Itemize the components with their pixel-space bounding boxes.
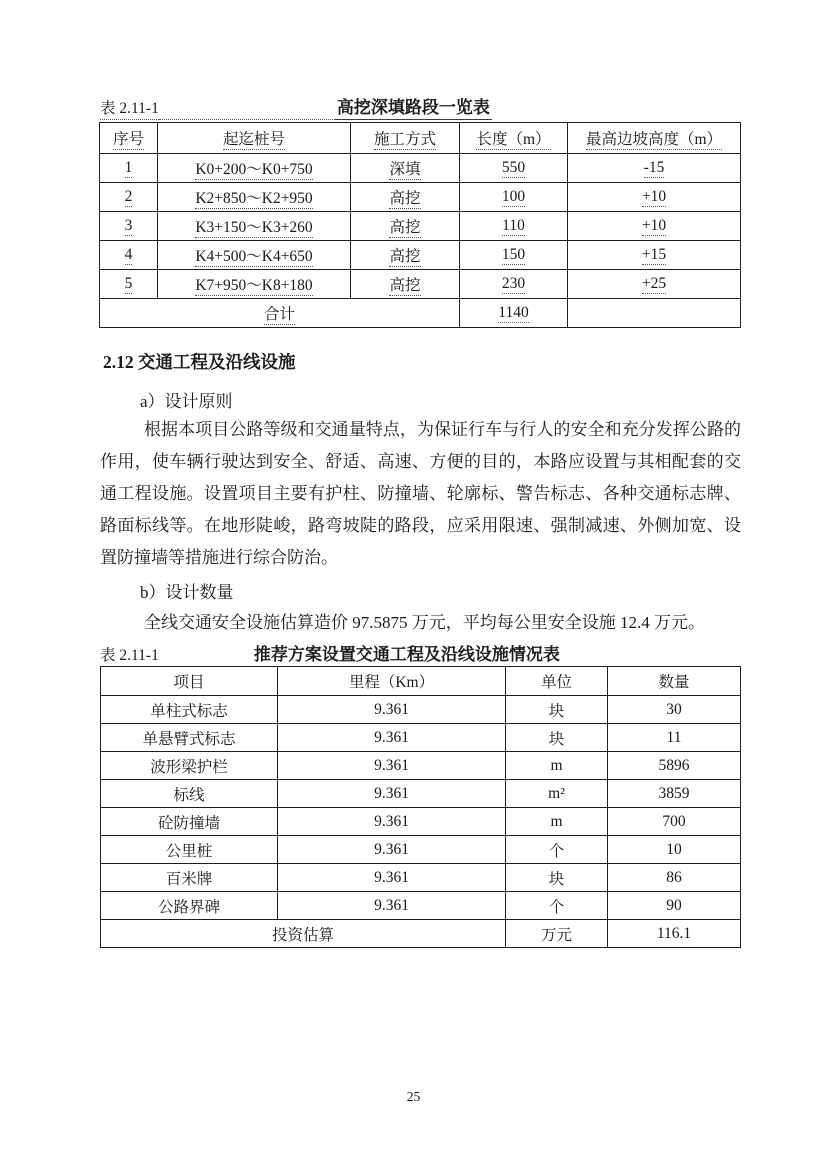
- table1-caption-label: 表 2.11-1: [100, 96, 159, 120]
- traffic-facilities-table: [100, 666, 741, 948]
- total-row: [100, 299, 741, 328]
- table-row: [101, 724, 741, 752]
- table-cell: 9.361: [278, 752, 506, 780]
- table-cell: 块: [506, 696, 608, 724]
- table-cell: 9.361: [278, 724, 506, 752]
- table-row: [100, 212, 741, 241]
- table-row: [101, 892, 741, 920]
- table-cell: 11: [608, 724, 741, 752]
- table-cell: 单柱式标志: [101, 696, 278, 724]
- table-cell: K3+150～K3+260: [158, 212, 351, 241]
- table-row: [101, 836, 741, 864]
- table-cell: 砼防撞墙: [101, 808, 278, 836]
- table-cell: 9.361: [278, 864, 506, 892]
- investment-unit-cell: 万元: [506, 920, 608, 948]
- design-principles-paragraph: 根据本项目公路等级和交通量特点，为保证行车与行人的安全和充分发挥公路的作用，使车辆行驶达到安全、舒适、高速、方便的目的，本路应设置与其相配套的交通工程设施。设置项目主要有护柱、防撞墙、轮廓标、警告标志、各种交通标志牌、路面标线等。在地形陡峻，路弯坡陡的路段，应采用限速、强制减速、外侧加宽、设置防撞墙等措施进行综合防治。: [100, 420, 741, 567]
- table1-caption-title: 高挖深填路段一览表: [335, 93, 492, 120]
- table-cell: m: [506, 752, 608, 780]
- table-cell: 百米牌: [101, 864, 278, 892]
- table-row: [100, 241, 741, 270]
- total-label-cell: 合计: [100, 299, 460, 328]
- table-row: [100, 183, 741, 212]
- investment-value-cell: 116.1: [608, 920, 741, 948]
- col-header-method: 施工方式: [351, 123, 460, 154]
- table-cell: K7+950～K8+180: [158, 270, 351, 299]
- table-cell: 个: [506, 892, 608, 920]
- table-row: [101, 780, 741, 808]
- table-cell: 公里桩: [101, 836, 278, 864]
- cut-fill-sections-table: [99, 122, 741, 328]
- table-cell: 10: [608, 836, 741, 864]
- table-row: [100, 270, 741, 299]
- table-cell: 9.361: [278, 836, 506, 864]
- table-cell: 9.361: [278, 780, 506, 808]
- table2-caption: [100, 642, 740, 666]
- table1-caption: [100, 96, 740, 120]
- col-header-slope-height: 最高边坡高度（m）: [568, 123, 741, 154]
- table-cell: 150: [460, 241, 568, 270]
- table-cell: 90: [608, 892, 741, 920]
- table-cell: +25: [568, 270, 741, 299]
- table-cell: 86: [608, 864, 741, 892]
- table-cell: 9.361: [278, 696, 506, 724]
- table-cell: 5: [100, 270, 158, 299]
- table-cell: 2: [100, 183, 158, 212]
- table-row: [100, 154, 741, 183]
- page-number: 25: [406, 1089, 421, 1104]
- col-header-length: 长度（m）: [460, 123, 568, 154]
- table-cell: 块: [506, 724, 608, 752]
- table-cell: 个: [506, 836, 608, 864]
- table-cell: 9.361: [278, 808, 506, 836]
- total-value-cell: 1140: [460, 299, 568, 328]
- table-cell: K4+500～K4+650: [158, 241, 351, 270]
- table-row: [101, 864, 741, 892]
- table-cell: 标线: [101, 780, 278, 808]
- table-cell: 30: [608, 696, 741, 724]
- table-row: [101, 752, 741, 780]
- table-cell: 高挖: [351, 212, 460, 241]
- table-row: [101, 808, 741, 836]
- col-header-seq: 序号: [100, 123, 158, 154]
- caption-dotted-leader: [159, 119, 335, 120]
- col-header-item: 项目: [101, 667, 278, 696]
- table-cell: 5896: [608, 752, 741, 780]
- empty-cell: [568, 299, 741, 328]
- table-cell: 100: [460, 183, 568, 212]
- table-cell: 单悬臂式标志: [101, 724, 278, 752]
- table2-caption-title: 推荐方案设置交通工程及沿线设施情况表: [253, 645, 560, 664]
- col-header-unit: 单位: [506, 667, 608, 696]
- subitem-b-label: b）设计数量: [140, 583, 234, 602]
- table-cell: m²: [506, 780, 608, 808]
- table-cell: 公路界碑: [101, 892, 278, 920]
- table-cell: 9.361: [278, 892, 506, 920]
- table-cell: 波形梁护栏: [101, 752, 278, 780]
- table-header-row: [101, 667, 741, 696]
- table-cell: K2+850～K2+950: [158, 183, 351, 212]
- table-cell: 深填: [351, 154, 460, 183]
- table-cell: 3: [100, 212, 158, 241]
- table2-caption-label: 表 2.11-1: [100, 647, 159, 664]
- table-cell: 高挖: [351, 270, 460, 299]
- table-cell: +15: [568, 241, 741, 270]
- table-cell: m: [506, 808, 608, 836]
- table-cell: 高挖: [351, 241, 460, 270]
- table-cell: 1: [100, 154, 158, 183]
- table-cell: 110: [460, 212, 568, 241]
- table-cell: +10: [568, 212, 741, 241]
- section-heading: 2.12 交通工程及沿线设施: [103, 352, 296, 372]
- col-header-quantity: 数量: [608, 667, 741, 696]
- table-cell: 230: [460, 270, 568, 299]
- investment-label-cell: 投资估算: [101, 920, 506, 948]
- col-header-mileage: 里程（Km）: [278, 667, 506, 696]
- table-cell: 700: [608, 808, 741, 836]
- design-quantity-paragraph: 全线交通安全设施估算造价 97.5875 万元，平均每公里安全设施 12.4 万元。: [144, 613, 705, 632]
- subitem-a-label: a）设计原则: [140, 392, 233, 411]
- table-cell: -15: [568, 154, 741, 183]
- table-cell: 550: [460, 154, 568, 183]
- table-row: [101, 696, 741, 724]
- table-cell: 块: [506, 864, 608, 892]
- col-header-stakes: 起迄桩号: [158, 123, 351, 154]
- table-cell: K0+200～K0+750: [158, 154, 351, 183]
- table-cell: 高挖: [351, 183, 460, 212]
- table-cell: +10: [568, 183, 741, 212]
- table-cell: 4: [100, 241, 158, 270]
- investment-row: [101, 920, 741, 948]
- table-cell: 3859: [608, 780, 741, 808]
- table-header-row: [100, 123, 741, 154]
